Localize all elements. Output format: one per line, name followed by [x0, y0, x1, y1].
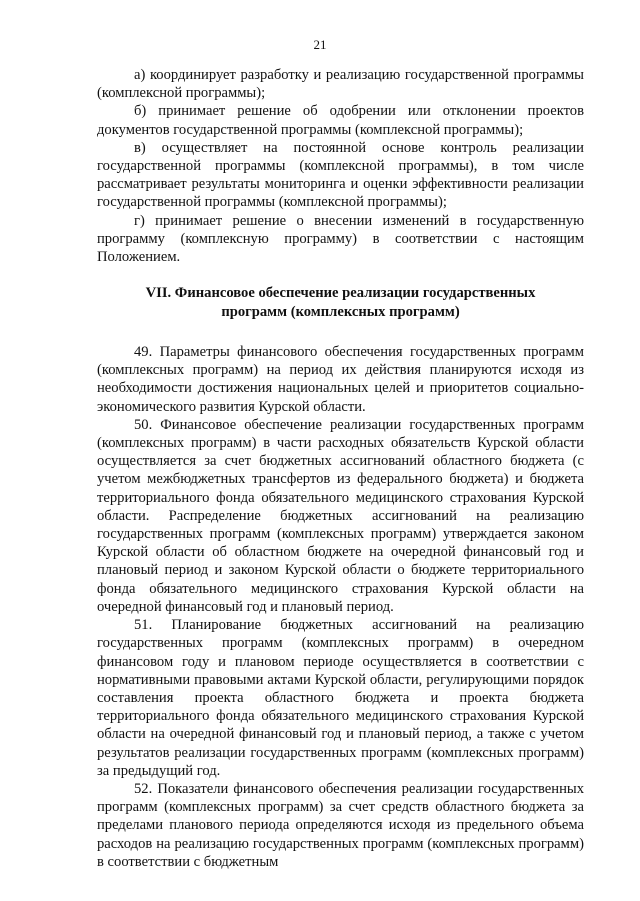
section-heading-line-2: программ (комплексных программ)	[221, 303, 460, 320]
paragraph-50: 50. Финансовое обеспечение реализации государственных программ (комплексных программ) в части расходных обязательств Курской области осуществляется за счет бюджетных ассигнований областного бюджета (с учетом межбюджетных трансфертов из федерального бюджета) и бюджета территориального фонда обязательного медицинского страхования Курской области. Распределение бюджетных ассигнований на реализацию государственных программ (комплексных программ) утверждается законом Курской области об областном бюджете на очередной финансовый год и плановый период и законом Курской области о бюджете территориального фонда обязательного медицинского страхования Курской области на очередной финансовый год и плановый период.	[97, 416, 584, 615]
section-heading	[97, 284, 584, 321]
paragraph-item-v: в) осуществляет на постоянной основе контроль реализации государственной программы (комплексной программы), в том числе рассматривает результаты мониторинга и оценки эффективности реализации государственной программы (комплексной программы);	[97, 139, 584, 211]
paragraph-51: 51. Планирование бюджетных ассигнований на реализацию государственных программ (комплексных программ) в очередном финансовом году и плановом периоде осуществляется в соответствии с нормативными правовыми актами Курской области, регулирующими порядок составления проекта областного бюджета и проекта бюджета территориального фонда обязательного медицинского страхования Курской области на очередной финансовый год и плановый период, а также с учетом результатов реализации государственных программ (комплексных программ) за предыдущий год.	[97, 617, 584, 779]
paragraph-item-b: б) принимает решение об одобрении или отклонении проектов документов государственной программы (комплексной программы);	[97, 103, 584, 138]
paragraph-49: 49. Параметры финансового обеспечения государственных программ (комплексных программ) на период их действия планируются исходя из необходимости достижения национальных целей и приоритетов социально-экономического развития Курской области.	[97, 344, 584, 415]
section-heading-line-1: VII. Финансовое обеспечение реализации государственных	[145, 285, 536, 302]
document-body	[97, 66, 584, 871]
page-number: 21	[313, 37, 327, 52]
paragraph-item-a: а) координирует разработку и реализацию государственной программы (комплексной программы);	[97, 67, 584, 102]
paragraph-item-g: г) принимает решение о внесении изменений в государственную программу (комплексную программу) в соответствии с настоящим Положением.	[97, 212, 584, 266]
paragraph-52: 52. Показатели финансового обеспечения реализации государственных программ (комплексных программ) за счет средств областного бюджета за пределами планового периода определяются исходя из предельного объема расходов на реализацию государственных программ (комплексных программ) в соответствии с бюджетным	[97, 780, 584, 870]
